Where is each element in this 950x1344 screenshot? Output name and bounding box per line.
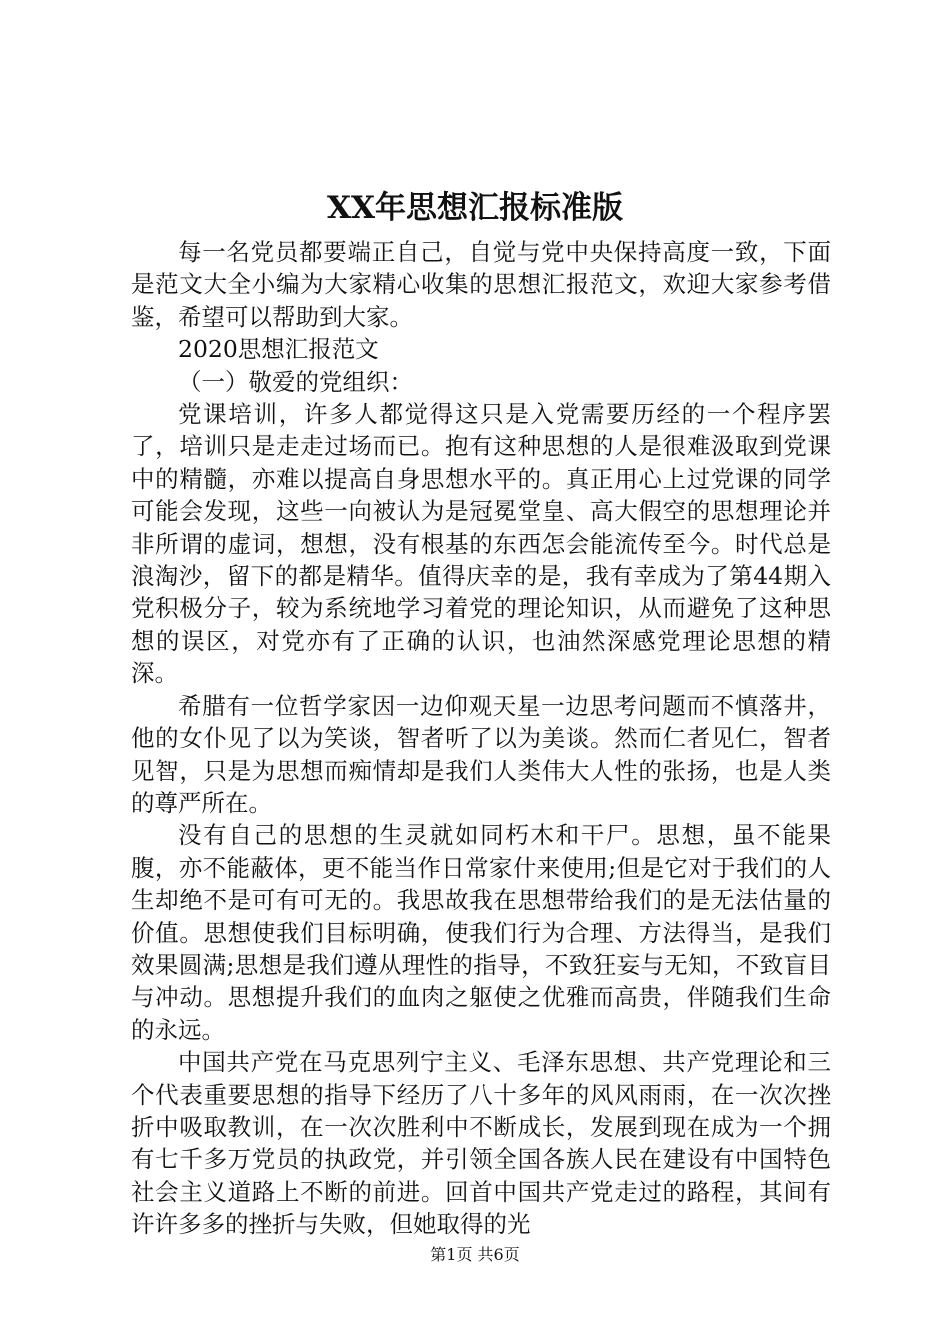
- page-footer: 第1页 共6页: [430, 1245, 520, 1264]
- body-paragraph-3: 没有自己的思想的生灵就如同朽木和干尸。思想，虽不能果腹，亦不能蔽体，更不能当作日常家什来使用;但是它对于我们的人生却绝不是可有可无的。我思故我在思想带给我们的是无法估量的价值。思想使我们目标明确，使我们行为合理、方法得当，是我们效果圆满;思想是我们遵从理性的指导，不致狂妄与无知，不致盲目与冲动。思想提升我们的血肉之躯使之优雅而高贵，伴随我们生命的永远。: [131, 821, 831, 1044]
- body-paragraph-2: 希腊有一位哲学家因一边仰观天星一边思考问题而不慎落井，他的女仆见了以为笑谈，智者听了以为美谈。然而仁者见仁，智者见智，只是为思想而痴情却是我们人类伟大人性的张扬，也是人类的尊严所在。: [131, 691, 831, 817]
- intro-paragraph: 每一名党员都要端正自己，自觉与党中央保持高度一致，下面是范文大全小编为大家精心收集的思想汇报范文，欢迎大家参考借鉴，希望可以帮助到大家。: [131, 238, 831, 331]
- document-body: [131, 236, 831, 1241]
- document-title: XX年思想汇报标准版: [326, 190, 624, 226]
- body-paragraph-4: 中国共产党在马克思列宁主义、毛泽东思想、共产党理论和三个代表重要思想的指导下经历了八十多年的风风雨雨，在一次次挫折中吸取教训，在一次次胜利中不断成长，发展到现在成为一个拥有七千多万党员的执政党，并引领全国各族人民在建设有中国特色社会主义道路上不断的前进。回首中国共产党走过的路程，其间有许许多多的挫折与失败，但她取得的光: [131, 1048, 831, 1239]
- salutation: （一）敬爱的党组织：: [178, 367, 413, 396]
- body-paragraph-1: 党课培训，许多人都觉得这只是入党需要历经的一个程序罢了，培训只是走走过场而已。抱有这种思想的人是很难汲取到党课中的精髓，亦难以提高自身思想水平的。真正用心上过党课的同学可能会发现，这些一向被认为是冠冕堂皇、高大假空的思想理论并非所谓的虚词，想想，没有根基的东西怎会能流传至今。时代总是浪淘沙，留下的都是精华。值得庆幸的是，我有幸成为了第44期入党积极分子，较为系统地学习着党的理论知识，从而避免了这种思想的误区，对党亦有了正确的认识，也油然深感党理论思想的精深。: [131, 400, 831, 688]
- section-heading: 2020思想汇报范文: [178, 335, 379, 364]
